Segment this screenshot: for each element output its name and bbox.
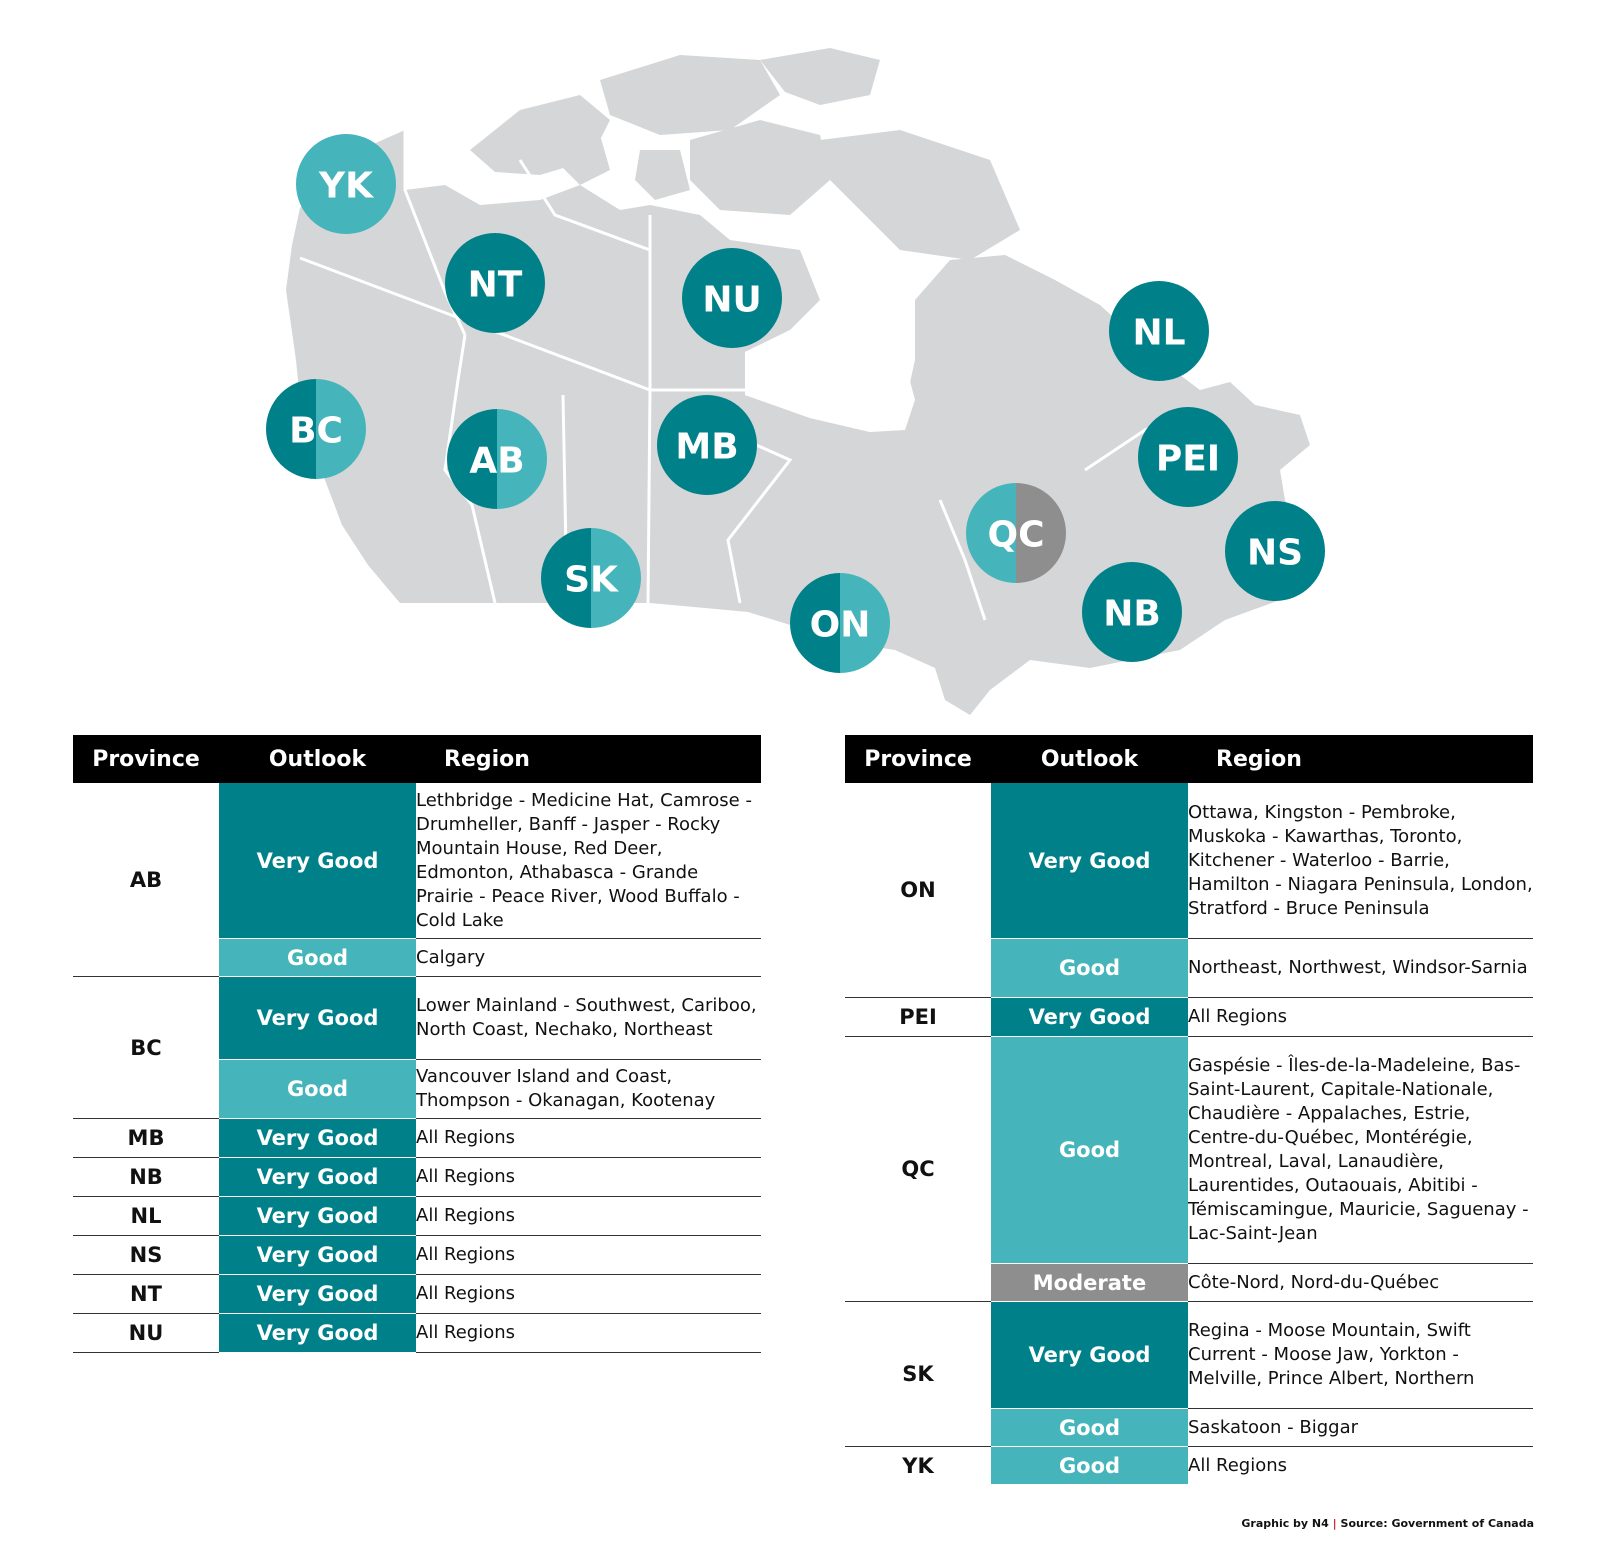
outlook-cell: Very Good <box>219 977 416 1060</box>
table-header-row <box>845 735 1533 783</box>
region-cell: Saskatoon - Biggar <box>1188 1409 1533 1447</box>
badge-label: AB <box>469 440 525 482</box>
badge-label: PEI <box>1155 438 1221 480</box>
outlook-cell: Good <box>219 939 416 977</box>
badge-nb <box>1082 562 1182 662</box>
table-row <box>845 783 1533 939</box>
province-cell: ON <box>845 783 991 998</box>
table-row <box>73 1119 761 1158</box>
table-row <box>73 1275 761 1314</box>
badge-label: BC <box>289 410 343 452</box>
province-cell: QC <box>845 1037 991 1302</box>
table-row <box>73 1314 761 1353</box>
badge-bc <box>266 379 366 479</box>
province-cell: NS <box>73 1236 219 1275</box>
outlook-table-left <box>73 735 761 1353</box>
table-row <box>73 1158 761 1197</box>
outlook-cell: Very Good <box>991 998 1188 1037</box>
badge-label: QC <box>987 514 1045 556</box>
region-cell: Calgary <box>416 939 761 977</box>
province-cell: SK <box>845 1302 991 1447</box>
outlook-cell: Very Good <box>219 1119 416 1158</box>
region-cell: Lethbridge - Medicine Hat, Camrose - Drumheller, Banff - Jasper - Rocky Mountain House, Red Deer, Edmonton, Athabasca - Grande Prairie - Peace River, Wood Buffalo - Cold Lake <box>416 783 761 939</box>
header-outlook: Outlook <box>219 735 416 783</box>
badge-label: NT <box>467 264 523 306</box>
badge-nu <box>682 248 782 348</box>
badge-yk <box>296 134 396 234</box>
outlook-cell: Very Good <box>219 1236 416 1275</box>
table-header-row <box>73 735 761 783</box>
region-cell: Northeast, Northwest, Windsor-Sarnia <box>1188 939 1533 998</box>
table-row <box>73 1236 761 1275</box>
outlook-cell: Good <box>991 1037 1188 1264</box>
province-cell: NT <box>73 1275 219 1314</box>
province-cell: NL <box>73 1197 219 1236</box>
badge-pei <box>1138 407 1238 507</box>
region-cell: All Regions <box>1188 998 1533 1037</box>
province-cell: BC <box>73 977 219 1119</box>
table-row <box>73 1197 761 1236</box>
outlook-cell: Very Good <box>219 1314 416 1353</box>
region-cell: Vancouver Island and Coast, Thompson - Okanagan, Kootenay <box>416 1060 761 1119</box>
badge-nl <box>1109 281 1209 381</box>
badge-nt <box>445 233 545 333</box>
outlook-cell: Very Good <box>219 1275 416 1314</box>
outlook-table-right <box>845 735 1533 1485</box>
outlook-cell: Very Good <box>219 1197 416 1236</box>
region-cell: Regina - Moose Mountain, Swift Current - Moose Jaw, Yorkton - Melville, Prince Albert, Northern <box>1188 1302 1533 1409</box>
badge-mb <box>657 395 757 495</box>
outlook-cell: Good <box>219 1060 416 1119</box>
province-cell: YK <box>902 1453 934 1478</box>
region-cell: All Regions <box>416 1236 761 1275</box>
region-cell: Ottawa, Kingston - Pembroke, Muskoka - Kawarthas, Toronto, Kitchener - Waterloo - Barrie, Hamilton - Niagara Peninsula, London, Stratford - Bruce Peninsula <box>1188 783 1533 939</box>
badge-label: NB <box>1103 593 1161 635</box>
region-cell: All Regions <box>416 1314 761 1353</box>
canada-map <box>0 0 1600 730</box>
outlook-cell: Good <box>991 1447 1188 1485</box>
badge-label: NU <box>702 279 762 321</box>
outlook-cell: Good <box>991 939 1188 998</box>
region-cell: All Regions <box>416 1158 761 1197</box>
graphic-credit: Graphic by N4 <box>1241 1517 1329 1530</box>
province-cell: MB <box>73 1119 219 1158</box>
badge-ns <box>1225 501 1325 601</box>
province-cell: NB <box>73 1158 219 1197</box>
header-province: Province <box>845 735 991 783</box>
badge-ab <box>447 409 547 509</box>
badge-qc <box>966 483 1066 583</box>
badge-label: SK <box>564 559 618 601</box>
outlook-cell: Very Good <box>991 1302 1188 1409</box>
province-cell: AB <box>73 783 219 977</box>
outlook-cell: Moderate <box>991 1264 1188 1302</box>
table-row <box>845 998 1533 1037</box>
header-outlook: Outlook <box>991 735 1188 783</box>
outlook-cell: Very Good <box>219 1158 416 1197</box>
region-cell: All Regions <box>416 1275 761 1314</box>
header-province: Province <box>73 735 219 783</box>
credit-separator: | <box>1332 1517 1337 1530</box>
region-cell: Côte-Nord, Nord-du-Québec <box>1188 1264 1533 1302</box>
province-cell: PEI <box>845 998 991 1037</box>
table-row <box>73 783 761 939</box>
table-row <box>845 1447 1533 1485</box>
province-cell: NU <box>73 1314 219 1353</box>
badge-label: NS <box>1246 532 1304 574</box>
table-row <box>845 1037 1533 1264</box>
header-region: Region <box>416 735 761 783</box>
region-cell: All Regions <box>416 1119 761 1158</box>
table-row <box>845 1302 1533 1409</box>
table-row <box>73 977 761 1060</box>
outlook-cell: Very Good <box>219 783 416 939</box>
source-credit-text: Source: Government of Canada <box>1340 1517 1534 1530</box>
header-region: Region <box>1188 735 1533 783</box>
badge-label: YK <box>319 165 373 207</box>
badge-label: MB <box>675 426 739 468</box>
outlook-cell: Very Good <box>991 783 1188 939</box>
badge-label: NL <box>1132 312 1186 354</box>
region-cell: All Regions <box>416 1197 761 1236</box>
region-cell: Lower Mainland - Southwest, Cariboo, North Coast, Nechako, Northeast <box>416 977 761 1060</box>
badge-sk <box>541 528 641 628</box>
badge-label: ON <box>809 604 871 646</box>
badge-on <box>790 573 890 673</box>
region-cell: All Regions <box>1188 1454 1288 1476</box>
region-cell: Gaspésie - Îles-de-la-Madeleine, Bas-Saint-Laurent, Capitale-Nationale, Chaudière - Appalaches, Estrie, Centre-du-Québec, Montérégie, Montreal, Laval, Lanaudière, Laurentides, Outaouais, Abitibi - Témiscamingue, Mauricie, Saguenay - Lac-Saint-Jean <box>1188 1037 1533 1264</box>
outlook-cell: Good <box>991 1409 1188 1447</box>
source-credit <box>1241 1517 1534 1530</box>
